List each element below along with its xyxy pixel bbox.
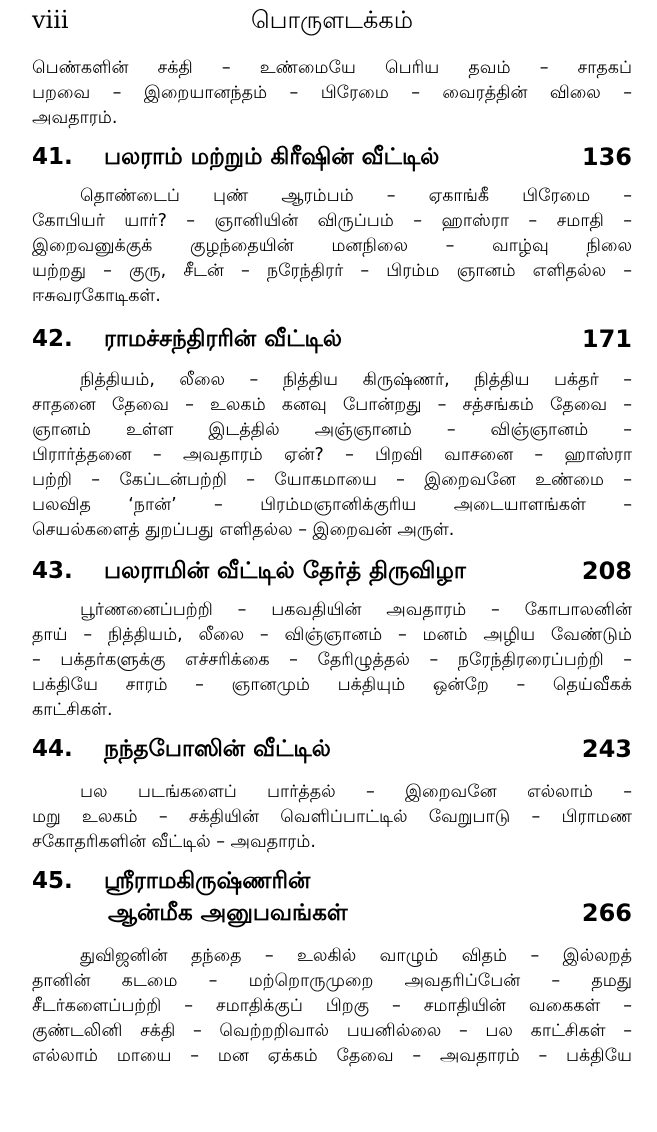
text-line: அவதாரம். [32, 108, 118, 128]
text-line: யற்றது – குரு, சீடன் – நரேந்திரர் – பிரம்ம ஞானம் எளிதல்ல – [32, 261, 632, 281]
text-line: பூர்ணனைப்பற்றி – பகவதியின் அவதாரம் – கோபாலனின் [80, 600, 632, 620]
text-line: நித்தியம், லீலை – நித்திய கிருஷ்ணர், நித்திய பக்தர் – [80, 370, 632, 390]
text-line: எல்லாம் மாயை – மன ஏக்கம் தேவை – அவதாரம் – பக்தியே [32, 1046, 632, 1066]
chapter-page: 171 [581, 325, 632, 353]
text-line: துவிஜனின் தந்தை – உலகில் வாழும் விதம் – இல்லறத் [80, 946, 632, 966]
text-line: பிரார்த்தனை – அவதாரம் ஏன்? – பிறவி வாசனை – ஹாஸ்ரா [32, 445, 632, 465]
chapter-summary-41 [32, 184, 632, 309]
chapter-page: 208 [581, 557, 632, 585]
chapter-number: 42. [32, 326, 73, 352]
chapter-title: நந்தபோஸின் வீட்டில் [104, 736, 331, 762]
chapter-title: பலராமின் வீட்டில் தேர்த் திருவிழா [104, 558, 466, 584]
chapter-summary-43 [32, 598, 632, 723]
chapter-number: 45. [32, 868, 73, 894]
text-line: தானின் கடமை – மற்றொருமுறை அவதரிப்பேன் – தமது [32, 971, 632, 991]
chapter-title-line-1: ஸ்ரீராமகிருஷ்ணரின் [104, 868, 311, 894]
text-line: செயல்களைத் துறப்பது எளிதல்ல – இறைவன் அருள். [32, 520, 455, 540]
chapter-summary-45 [32, 944, 632, 1069]
page-number: viii [32, 6, 69, 34]
chapter-page: 136 [581, 143, 632, 171]
chapter-number: 41. [32, 144, 73, 170]
text-line: ஞானம் உள்ள இடத்தில் அஞ்ஞானம் – விஞ்ஞானம் – [32, 420, 632, 440]
text-line: கோபியர் யார்? – ஞானியின் விருப்பம் – ஹாஸ்ரா – சமாதி – [32, 211, 632, 231]
page-header [32, 4, 632, 44]
chapter-summary-42 [32, 368, 632, 543]
text-line: பலவித ‘நான்’ – பிரம்மஞானிக்குரிய அடையாளங்கள் – [32, 495, 632, 515]
text-line: சாதனை தேவை – உலகம் கனவு போன்றது – சத்சங்கம் தேவை – [32, 395, 632, 415]
chapter-page: 266 [581, 899, 632, 927]
text-line: பறவை – இறையானந்தம் – பிரேமை – வைரத்தின் விலை – [32, 83, 632, 103]
text-line: பக்தியே சாரம் – ஞானமும் பக்தியும் ஒன்றே – தெய்வீகக் [32, 675, 632, 695]
chapter-number: 44. [32, 736, 73, 762]
text-line: பற்றி – கேப்டன்பற்றி – யோகமாயை – இறைவனே உண்மை – [32, 470, 632, 490]
text-line: – பக்தர்களுக்கு எச்சரிக்கை – தேரிழுத்தல் – நரேந்திரரைப்பற்றி – [32, 650, 632, 670]
text-line: சகோதரிகளின் வீட்டில் – அவதாரம். [32, 832, 316, 852]
chapter-heading-41 [32, 140, 632, 174]
intro-paragraph [32, 56, 632, 131]
chapter-heading-43 [32, 554, 632, 588]
text-line: தொண்டைப் புண் ஆரம்பம் – ஏகாங்கீ பிரேமை – [80, 186, 632, 206]
chapter-heading-45-line-2 [32, 896, 632, 930]
text-line: பெண்களின் சக்தி – உண்மையே பெரிய தவம் – சாதகப் [32, 58, 632, 78]
text-line: இறைவனுக்குக் குழந்தையின் மனநிலை – வாழ்வு நிலை [32, 236, 632, 256]
chapter-title: பலராம் மற்றும் கிரீஷின் வீட்டில் [104, 144, 440, 170]
text-line: காட்சிகள். [32, 700, 113, 720]
chapter-summary-44 [32, 780, 632, 855]
chapter-heading-42 [32, 322, 632, 356]
text-line: தாய் – நித்தியம், லீலை – விஞ்ஞானம் – மனம் அழிய வேண்டும் [32, 625, 632, 645]
chapter-heading-44 [32, 732, 632, 766]
text-line: சீடர்களைப்பற்றி – சமாதிக்குப் பிறகு – சமாதியின் வகைகள் – [32, 996, 632, 1016]
chapter-title-line-2: ஆன்மீக அனுபவங்கள் [108, 900, 348, 926]
chapter-number: 43. [32, 558, 73, 584]
chapter-heading-45 [32, 864, 632, 898]
text-line: பல படங்களைப் பார்த்தல் – இறைவனே எல்லாம் – [80, 782, 632, 802]
running-title: பொருளடக்கம் [250, 6, 414, 34]
text-line: ஈசுவரகோடிகள். [32, 286, 161, 306]
text-line: குண்டலினி சக்தி – வெற்றறிவால் பயனில்லை – பல காட்சிகள் – [32, 1021, 632, 1041]
chapter-page: 243 [581, 735, 632, 763]
chapter-title: ராமச்சந்திரரின் வீட்டில் [104, 326, 342, 352]
text-line: மறு உலகம் – சக்தியின் வெளிப்பாட்டில் வேறுபாடு – பிராமண [32, 807, 632, 827]
